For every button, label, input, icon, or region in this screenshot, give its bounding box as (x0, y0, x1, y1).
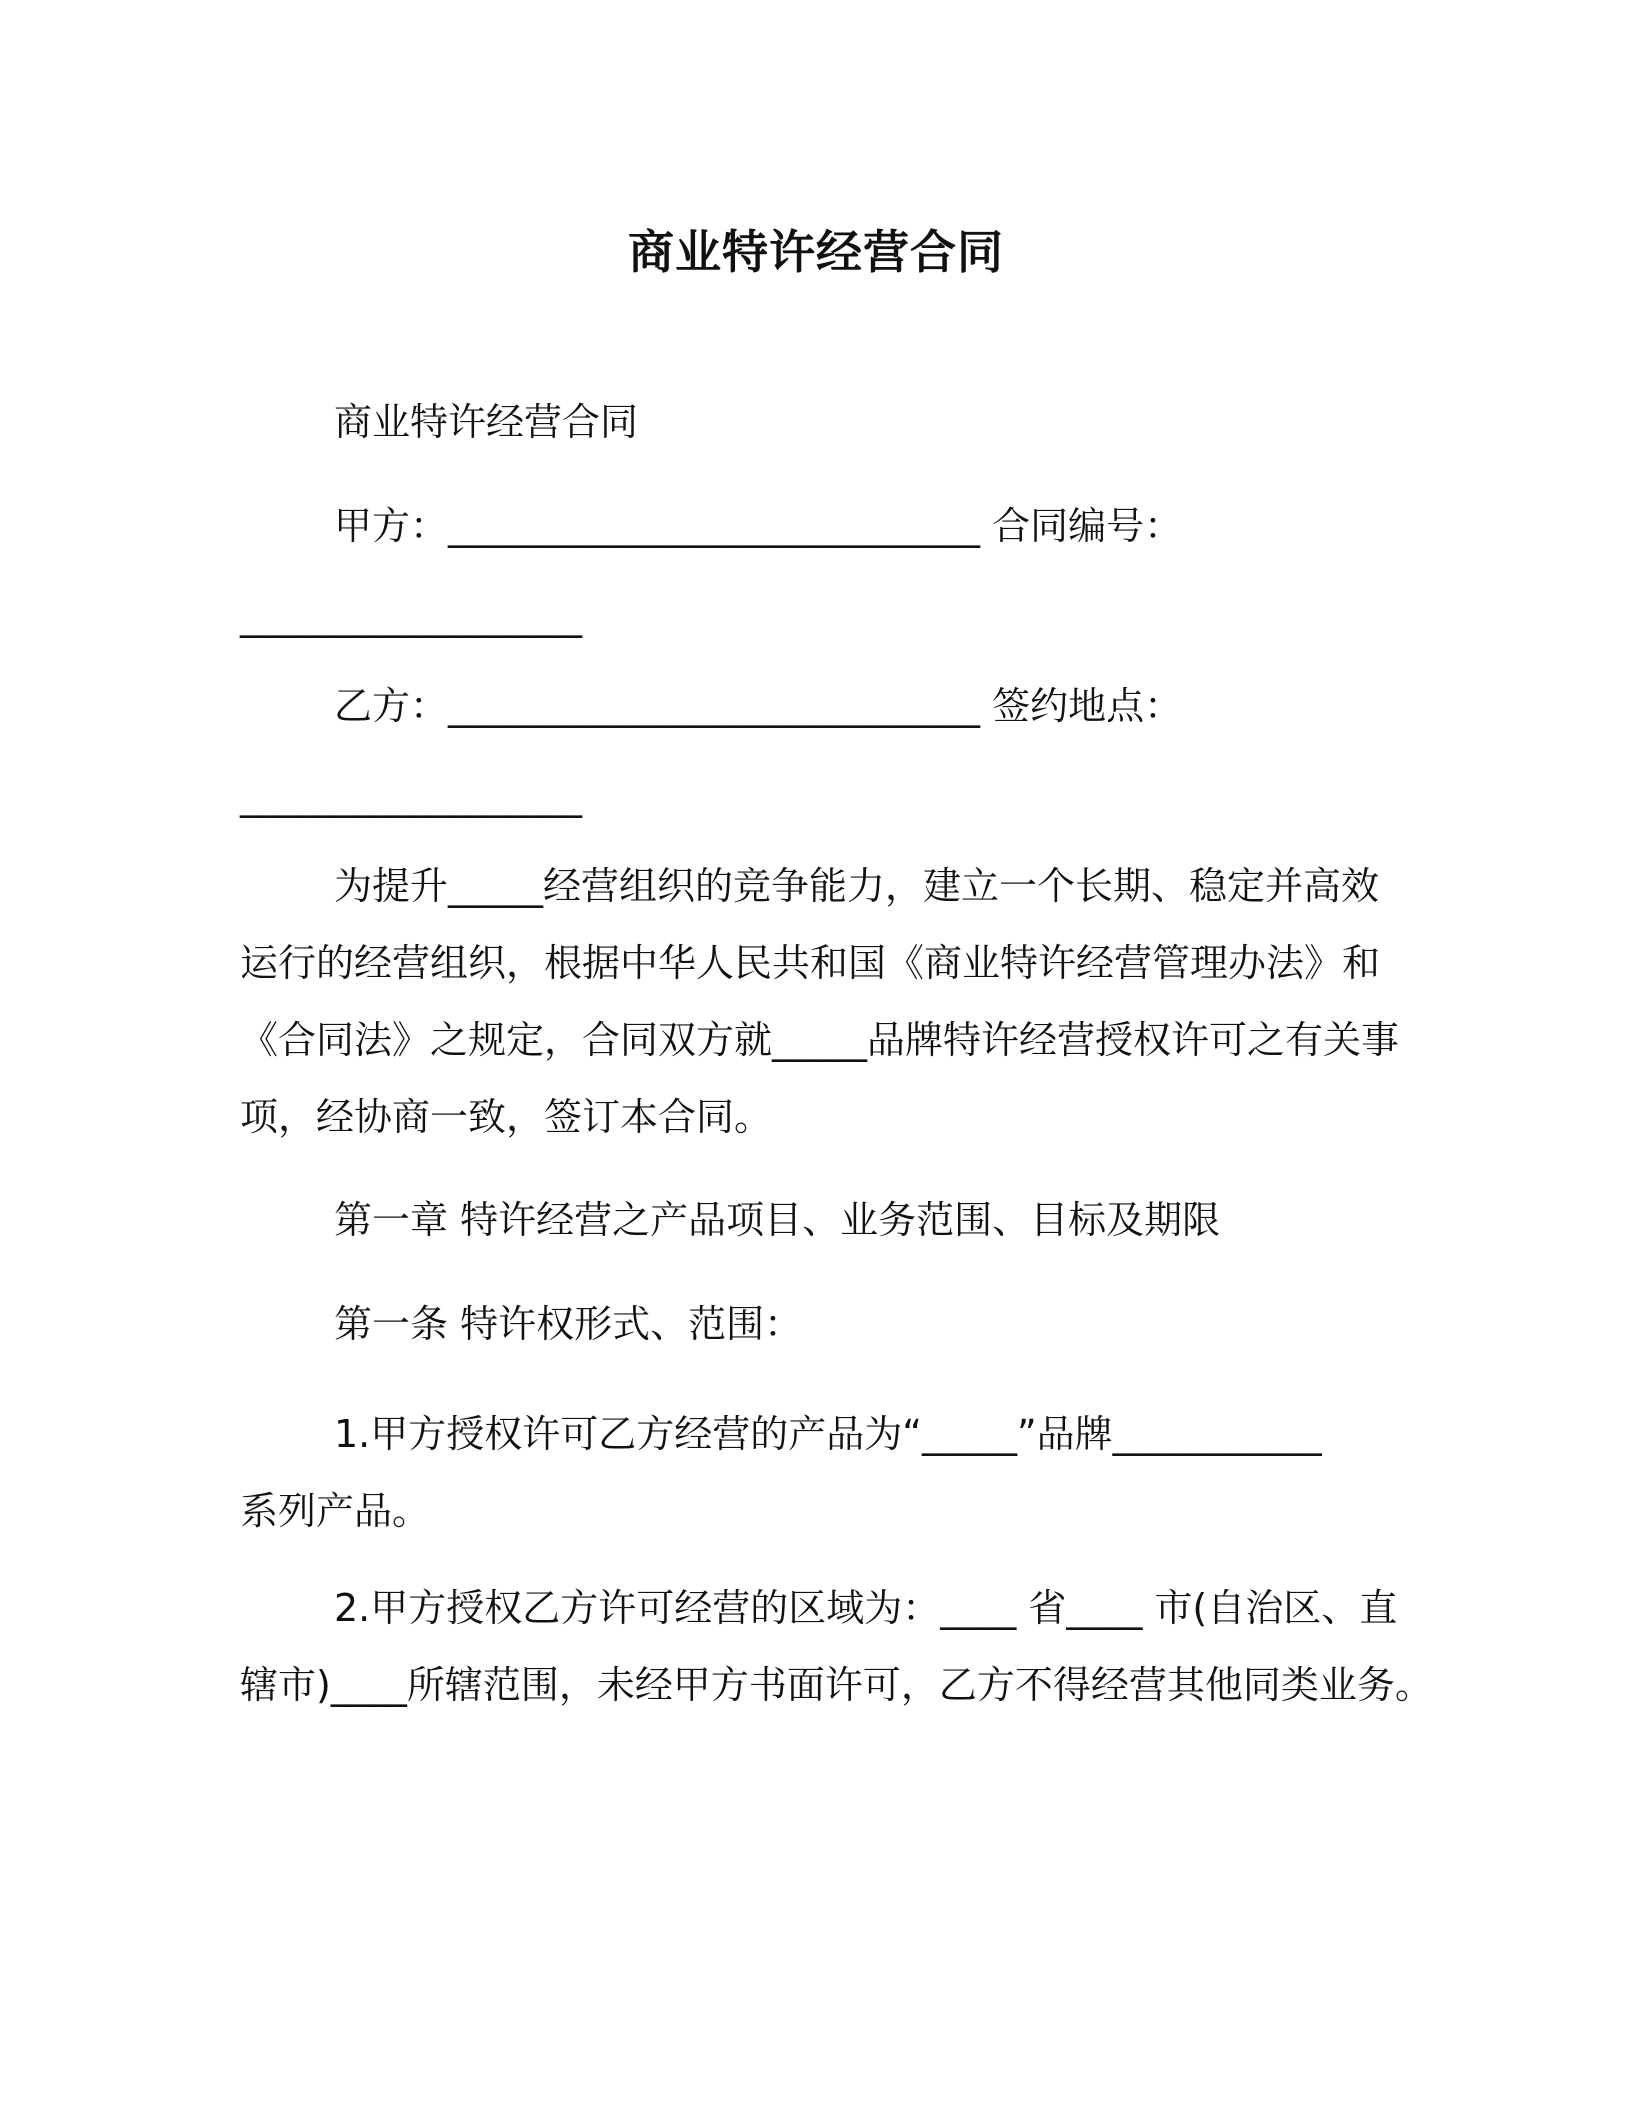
clause-line: 辖市)____所辖范围，未经甲方书面许可，乙方不得经营其他同类业务。 (240, 1663, 1433, 1707)
preamble-line: 为提升_____经营组织的竞争能力，建立一个长期、稳定并高效 (334, 864, 1380, 908)
signing-place-blank: __________________ (240, 774, 582, 818)
contract-number-blank: __________________ (240, 594, 582, 638)
article-heading: 第一条 特许权形式、范围： (334, 1302, 803, 1346)
document-title: 商业特许经营合同 (628, 225, 1004, 279)
chapter-heading: 第一章 特许经营之产品项目、业务范围、目标及期限 (334, 1198, 1221, 1242)
preamble-line: 项，经协商一致，签订本合同。 (240, 1095, 773, 1139)
party-b-line: 乙方：____________________________ 签约地点： (334, 684, 1183, 728)
preamble-line: 运行的经营组织，根据中华人民共和国《商业特许经营管理办法》和 (240, 941, 1381, 985)
clause-line: 1.甲方授权许可乙方经营的产品为“_____”品牌___________ (334, 1412, 1322, 1456)
preamble-line: 《合同法》之规定，合同双方就_____品牌特许经营授权许可之有关事 (240, 1018, 1400, 1062)
party-a-line: 甲方：____________________________ 合同编号： (334, 504, 1183, 548)
clause-line: 系列产品。 (240, 1489, 431, 1533)
subtitle: 商业特许经营合同 (334, 400, 639, 444)
clause-line: 2.甲方授权乙方许可经营的区域为：____ 省____ 市(自治区、直 (334, 1586, 1398, 1630)
